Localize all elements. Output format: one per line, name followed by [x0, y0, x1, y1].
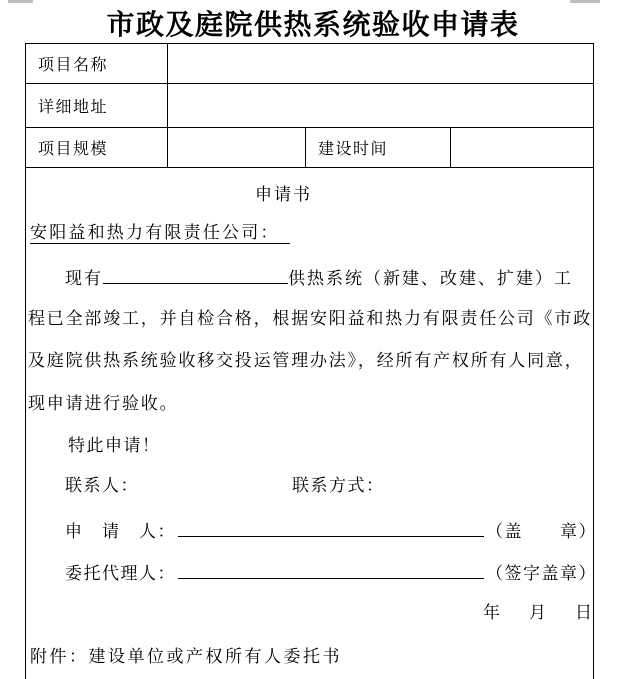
date-placeholder: 年 月 日	[483, 603, 598, 622]
agent-seal-note: （签字盖章）	[486, 564, 597, 583]
paragraph-line-1	[30, 265, 573, 289]
project-scale-label: 项目规模	[26, 128, 168, 168]
attachment-note: 附件：建设单位或产权所有人委托书	[30, 647, 342, 666]
project-name-cell[interactable]	[168, 44, 594, 84]
agent-signature-blank[interactable]	[178, 560, 484, 579]
agent-line	[65, 560, 597, 584]
salutation-line	[30, 222, 290, 243]
applicant-signature-blank[interactable]	[178, 518, 484, 537]
address-cell[interactable]	[168, 84, 594, 128]
table-row-application-body	[26, 168, 594, 679]
project-scale-cell[interactable]	[168, 128, 306, 168]
project-name-label: 项目名称	[26, 44, 168, 84]
table-row-scale-time	[26, 128, 594, 168]
line1-suffix: 供热系统（新建、改建、扩建）工	[288, 269, 573, 288]
form-title: 市政及庭院供热系统验收申请表	[106, 10, 520, 41]
application-body-cell	[26, 168, 598, 679]
line1-prefix: 现有	[65, 269, 103, 288]
address-label: 详细地址	[26, 84, 168, 128]
agent-label: 委托代理人：	[65, 564, 176, 583]
applicant-label: 申 请 人：	[65, 522, 176, 541]
salutation-text: 安阳益和热力有限责任公司：	[30, 223, 290, 244]
contact-method-label: 联系方式：	[292, 476, 385, 495]
applicant-line	[65, 518, 597, 542]
paragraph-line-2: 程已全部竣工，并自检合格，根据安阳益和热力有限责任公司《市政	[28, 309, 592, 328]
paragraph-line-3: 及庭院供热系统验收移交投运管理办法》，经所有产权所有人同意，	[28, 351, 584, 370]
build-time-cell[interactable]	[451, 128, 594, 168]
applicant-seal-note: （盖 章）	[486, 522, 597, 541]
closing-statement: 特此申请！	[68, 436, 161, 455]
table-row-address	[26, 84, 594, 128]
paragraph-line-4: 现申请进行验收。	[28, 394, 179, 413]
system-name-blank[interactable]	[103, 265, 288, 284]
contact-person-label: 联系人：	[65, 476, 139, 495]
build-time-label: 建设时间	[306, 128, 451, 168]
table-row-project-name	[26, 44, 594, 84]
form-table	[25, 43, 598, 679]
application-heading: 申请书	[255, 185, 312, 204]
